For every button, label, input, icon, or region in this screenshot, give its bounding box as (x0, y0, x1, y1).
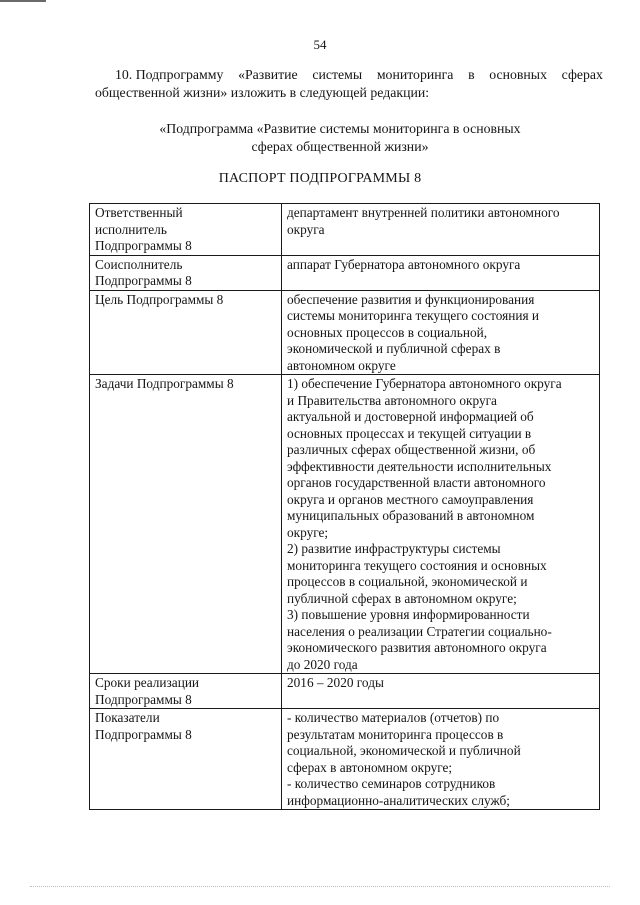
value-line: сферах в автономном округе; (287, 759, 453, 775)
label-line: Подпрограммы 8 (95, 238, 192, 253)
intro-word: в (468, 67, 475, 82)
label-line: Показатели (95, 710, 160, 725)
value-line: 1) обеспечение Губернатора автономного округа (287, 376, 562, 391)
value-line: основных процессах и текущей ситуации в (287, 425, 532, 441)
intro-word: мониторинга (376, 67, 454, 82)
value-line: публичной сферах в автономном округе; (287, 590, 517, 606)
value-line: 3) повышение уровня информированности (287, 607, 530, 622)
passport-row-value (282, 255, 600, 290)
passport-row-label (90, 204, 282, 256)
value-line: экономической и публичной сферах в (287, 341, 501, 356)
intro-word: 10. Подпрограмму (115, 67, 224, 82)
value-line: эффективности деятельности исполнительных (287, 458, 552, 474)
passport-row (90, 255, 600, 290)
value-line: муниципальных образований в автономном (287, 508, 535, 523)
intro-paragraph (95, 66, 603, 101)
value-line: аппарат Губернатора автономного округа (287, 256, 521, 272)
passport-title: ПАСПОРТ ПОДПРОГРАММЫ 8 (218, 171, 422, 186)
passport-row-value (282, 375, 600, 674)
intro-word: «Развитие (238, 67, 298, 82)
value-line: обеспечение развития и функционирования (287, 291, 535, 307)
passport-row-label (90, 375, 282, 674)
intro-line-1 (95, 66, 603, 84)
scan-edge-mark (0, 0, 46, 2)
passport-row-label (90, 290, 282, 375)
passport-row-value (282, 674, 600, 709)
label-line: Сроки реализации (95, 675, 200, 690)
value-line: системы мониторинга текущего состояния и (287, 308, 540, 323)
passport-table-body (90, 204, 600, 810)
value-line: 2) развитие инфраструктуры системы (287, 541, 501, 556)
value-line: департамент внутренней политики автономного (287, 205, 560, 220)
value-line: процессов в социальной, экономической и (287, 574, 528, 589)
value-line: основных процессов в социальной, (287, 324, 488, 340)
subprogram-title (100, 120, 580, 155)
subprogram-title-line-1: «Подпрограмма «Развитие системы мониторинга в основных (159, 121, 521, 136)
subprogram-title-line-2: сферах общественной жизни» (251, 138, 429, 154)
intro-word: основных (489, 67, 547, 82)
passport-row (90, 290, 600, 375)
value-line: округа и органов местного самоуправления (287, 491, 534, 507)
passport-table (89, 203, 600, 810)
passport-row-label (90, 255, 282, 290)
label-line: Ответственный (95, 205, 183, 220)
value-line: мониторинга текущего состояния и основных (287, 557, 547, 573)
passport-row (90, 709, 600, 810)
passport-row (90, 674, 600, 709)
value-line: 2016 – 2020 годы (287, 675, 384, 690)
value-line: округе; (287, 524, 329, 540)
value-line: результатам мониторинга процессов в (287, 726, 504, 742)
label-line: Задачи Подпрограммы 8 (95, 376, 234, 391)
value-line: и Правительства автономного округа (287, 392, 497, 408)
value-line: различных сферах общественной жизни, об (287, 442, 536, 457)
value-line: округа (287, 221, 325, 237)
passport-row-label (90, 709, 282, 810)
value-line: до 2020 года (287, 656, 358, 672)
passport-row-value (282, 709, 600, 810)
value-line: - количество семинаров сотрудников (287, 776, 496, 791)
intro-word: сферах (561, 67, 603, 82)
label-line: Подпрограммы 8 (95, 726, 192, 742)
label-line: Подпрограммы 8 (95, 273, 192, 288)
value-line: населения о реализации Стратегии социально- (287, 623, 552, 639)
label-line: Цель Подпрограммы 8 (95, 291, 224, 307)
value-line: - количество материалов (отчетов) по (287, 710, 500, 725)
value-line: актуальной и достоверной информацией об (287, 409, 534, 424)
label-line: исполнитель (95, 221, 167, 237)
passport-row-label (90, 674, 282, 709)
intro-line-2: общественной жизни» изложить в следующей редакции: (95, 84, 430, 100)
value-line: экономического развития автономного округа (287, 640, 547, 655)
value-line: социальной, экономической и публичной (287, 743, 521, 758)
passport-row (90, 204, 600, 256)
label-line: Подпрограммы 8 (95, 691, 192, 707)
passport-row-value (282, 204, 600, 256)
intro-word: системы (312, 67, 363, 82)
scan-bottom-noise (30, 886, 610, 888)
page-number: 54 (313, 37, 327, 52)
value-line: автономном округе (287, 357, 396, 373)
passport-row (90, 375, 600, 674)
value-line: информационно-аналитических служб; (287, 792, 510, 808)
passport-row-value (282, 290, 600, 375)
value-line: органов государственной власти автономного (287, 475, 546, 490)
label-line: Соисполнитель (95, 256, 183, 272)
